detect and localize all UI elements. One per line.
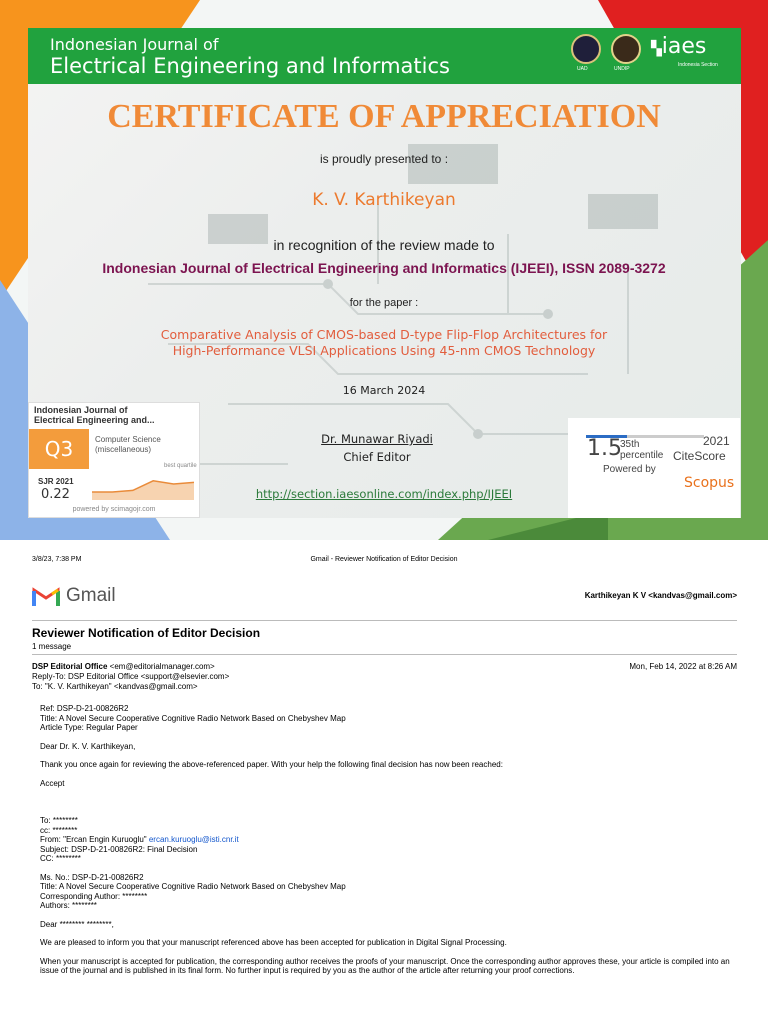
sjr-best-quartile: best quartile xyxy=(164,463,197,469)
undip-logo-caption: UNDIP xyxy=(614,66,630,72)
banner-title-line1: Indonesian Journal of xyxy=(50,35,219,54)
citescore-badge[interactable] xyxy=(568,418,740,518)
fwd-from-email-link[interactable]: ercan.kuruoglu@isti.cnr.it xyxy=(148,835,239,844)
title-line: Title: A Novel Secure Cooperative Cognitive Radio Network Based on Chebyshev Map xyxy=(40,713,346,723)
message-count: 1 message xyxy=(32,642,72,651)
email-subject: Reviewer Notification of Editor Decision xyxy=(32,626,261,640)
ms-title: Title: A Novel Secure Cooperative Cognitive Radio Network Based on Chebyshev Map xyxy=(40,882,346,891)
sjr-footer: powered by scimagojr.com xyxy=(72,506,156,513)
iaes-logo xyxy=(651,34,706,59)
journal-url-link[interactable]: http://section.iaesonline.com/index.php/IJEEI xyxy=(255,487,513,501)
email-printout xyxy=(0,540,768,1024)
print-datetime: 3/8/23, 7:38 PM xyxy=(32,556,82,563)
paper-title-line1: Comparative Analysis of CMOS-based D-type Flip-Flop Architectures for xyxy=(160,327,608,342)
citescore-value: 1.5 xyxy=(587,436,622,461)
print-title: Gmail - Reviewer Notification of Editor Decision xyxy=(310,556,458,563)
fwd-from: From: "Ercan Engin Kuruoglu" xyxy=(40,835,149,844)
accepted-paragraph: We are pleased to inform you that your manuscript referenced above has been accepted for publication in Digital Signal Processing. xyxy=(40,938,507,947)
sjr-category-line2: (miscellaneous) xyxy=(95,445,152,454)
to-line: To: "K. V. Karthikeyan" <kandvas@gmail.com> xyxy=(32,682,198,691)
ref-line: Ref: DSP-D-21-00826R2 xyxy=(40,704,129,713)
editor-role: Chief Editor xyxy=(343,450,411,464)
sjr-year: SJR 2021 xyxy=(38,477,74,486)
sjr-quartile: Q3 xyxy=(29,429,89,469)
editor-name: Dr. Munawar Riyadi xyxy=(321,432,433,446)
presented-to-text: is proudly presented to : xyxy=(319,152,449,166)
sjr-badge[interactable] xyxy=(28,402,200,518)
sender-address: <em@editorialmanager.com> xyxy=(107,662,215,671)
citescore-percentile xyxy=(620,439,663,461)
greeting-2: Dear ******** ********, xyxy=(40,919,114,929)
recipient-name: K. V. Karthikeyan xyxy=(312,190,456,210)
iaes-logo-subtitle: Indonesia Section xyxy=(678,62,718,68)
for-paper-text: for the paper : xyxy=(349,297,419,309)
header-divider xyxy=(32,620,737,621)
uad-logo-caption: UAD xyxy=(577,66,588,72)
iaes-logo-mark: ▚ xyxy=(651,41,662,57)
scopus-logo: Scopus xyxy=(684,475,735,491)
undip-logo xyxy=(611,34,641,64)
citescore-percentile-line2: percentile xyxy=(620,450,664,461)
proofs-paragraph: When your manuscript is accepted for publication, the corresponding author receives the proofs of your manuscript. Once the corresponding author approves these, your article is compiled into an issue of the journal and is published in its final form. No further input is required by you as the author of the article after returning your proof corrections. xyxy=(40,956,730,975)
manuscript-block xyxy=(40,873,730,911)
sjr-journal-name xyxy=(34,405,155,425)
sjr-trend-chart xyxy=(89,473,197,503)
iaes-logo-text: iaes xyxy=(661,34,707,59)
journal-banner xyxy=(28,28,741,84)
citescore-label: CiteScore xyxy=(673,449,726,463)
account-email: Karthikeyan K V <kandvas@gmail.com> xyxy=(584,591,737,600)
ms-no: Ms. No.: DSP-D-21-00826R2 xyxy=(40,872,144,882)
email-body xyxy=(40,704,730,985)
sender-name: DSP Editorial Office xyxy=(32,662,108,671)
thanks-paragraph: Thank you once again for reviewing the above-referenced paper. With your help the following final decision has now been reached: xyxy=(40,760,503,769)
certificate-date: 16 March 2024 xyxy=(342,384,426,397)
gmail-wordmark: Gmail xyxy=(66,585,116,606)
citescore-percentile-line1: 35th xyxy=(620,439,640,450)
article-type-line: Article Type: Regular Paper xyxy=(40,723,138,732)
citescore-year: 2021 xyxy=(703,434,730,448)
fwd-subject: Subject: DSP-D-21-00826R2: Final Decision xyxy=(40,844,198,854)
sent-datetime: Mon, Feb 14, 2022 at 8:26 AM xyxy=(629,662,737,671)
decision-text: Accept xyxy=(40,778,65,788)
sjr-value: 0.22 xyxy=(41,487,70,502)
journal-name: Indonesian Journal of Electrical Engineering and Informatics (IJEEI), ISSN 2089-3272 xyxy=(102,260,666,276)
uad-logo xyxy=(571,34,601,64)
subject-divider xyxy=(32,654,737,655)
recognition-text: in recognition of the review made to xyxy=(273,237,495,253)
corresponding-author: Corresponding Author: ******** xyxy=(40,891,148,901)
sjr-journal-line1: Indonesian Journal of xyxy=(34,405,128,415)
sjr-category-line1: Computer Science xyxy=(95,435,161,444)
greeting: Dear Dr. K. V. Karthikeyan, xyxy=(40,741,136,751)
authors: Authors: ******** xyxy=(40,901,97,910)
reply-to-line: Reply-To: DSP Editorial Office <support@elsevier.com> xyxy=(32,672,230,681)
fwd-to: To: ******** xyxy=(40,816,78,825)
sender-line xyxy=(32,662,229,672)
fwd-cc2: CC: ******** xyxy=(40,854,81,863)
sjr-journal-line2: Electrical Engineering and... xyxy=(34,415,155,425)
gmail-icon xyxy=(32,586,60,606)
citescore-powered-by: Powered by xyxy=(603,464,656,475)
sjr-category xyxy=(95,435,161,455)
email-headers xyxy=(32,662,229,692)
fwd-cc: cc: ******** xyxy=(40,825,78,835)
banner-title-line2: Electrical Engineering and Informatics xyxy=(50,54,450,78)
paper-title-line2: High-Performance VLSI Applications Using 45-nm CMOS Technology xyxy=(172,343,596,358)
forwarded-header-block xyxy=(40,816,730,864)
editor-signature xyxy=(306,430,448,466)
paper-title xyxy=(0,327,768,359)
reference-block xyxy=(40,704,730,733)
certificate-title: CERTIFICATE OF APPRECIATION xyxy=(107,98,661,135)
